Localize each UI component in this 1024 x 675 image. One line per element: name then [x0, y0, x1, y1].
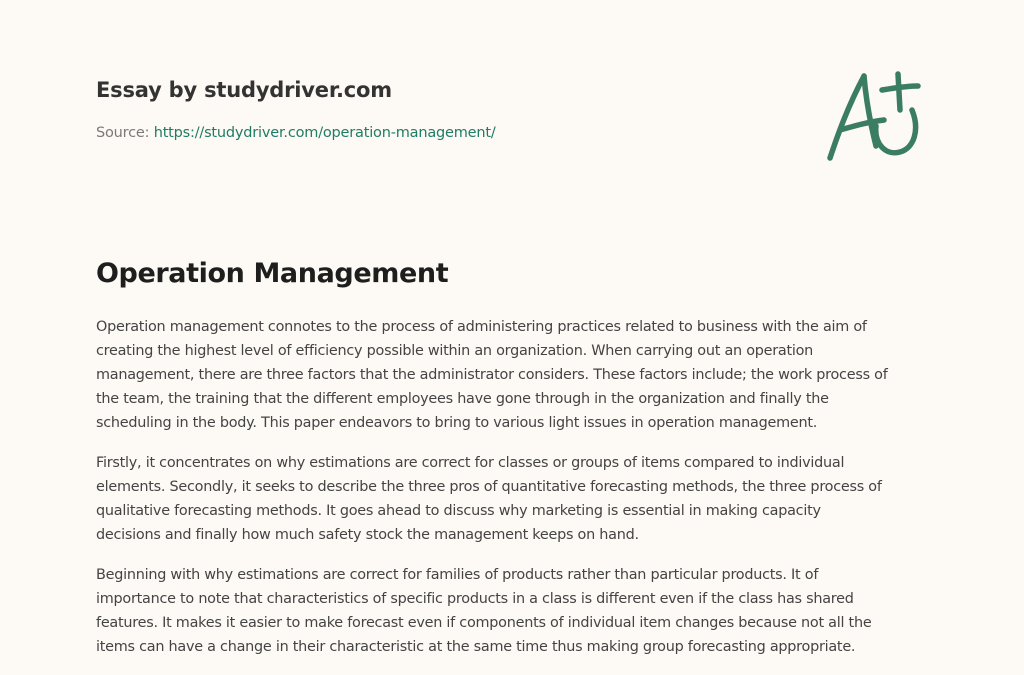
text-line: importance to note that characteristics of specific products in a class is different even if the class has shared [96, 591, 854, 607]
text-line: features. It makes it easier to make forecast even if components of individual item changes because not all the [96, 615, 872, 631]
text-line: qualitative forecasting methods. It goes ahead to discuss why marketing is essential in making capacity [96, 503, 821, 519]
text-line: Firstly, it concentrates on why estimations are correct for classes or groups of items compared to individual [96, 455, 845, 471]
site-title: Essay by studydriver.com [96, 78, 392, 102]
text-line: the team, the training that the different employees have gone through in the organization and finally the [96, 391, 829, 407]
source-line [96, 123, 796, 143]
text-line: decisions and finally how much safety stock the management keeps on hand. [96, 527, 639, 543]
text-line: management, there are three factors that the administrator considers. These factors include; the work process of [96, 367, 888, 383]
paragraph-3 [96, 563, 936, 659]
text-line: elements. Secondly, it seeks to describe the three pros of quantitative forecasting methods, the three process of [96, 479, 882, 495]
paragraph-2 [96, 451, 936, 547]
source-link[interactable]: https://studydriver.com/operation-management/ [153, 125, 496, 141]
page-title: Operation Management [96, 258, 449, 289]
a-plus-grade-icon [820, 64, 932, 168]
text-line: creating the highest level of efficiency possible within an organization. When carrying out an operation [96, 343, 814, 359]
paragraph-1 [96, 315, 936, 435]
text-line: scheduling in the body. This paper endeavors to bring to various light issues in operation management. [96, 415, 818, 431]
text-line: Beginning with why estimations are correct for families of products rather than particular products. It of [96, 567, 819, 583]
article [96, 254, 936, 675]
source-label: Source: [96, 125, 154, 141]
essay-header [96, 74, 796, 143]
text-line: Operation management connotes to the process of administering practices related to business with the aim of [96, 319, 867, 335]
text-line: items can have a change in their characteristic at the same time thus making group forecasting appropriate. [96, 639, 856, 655]
